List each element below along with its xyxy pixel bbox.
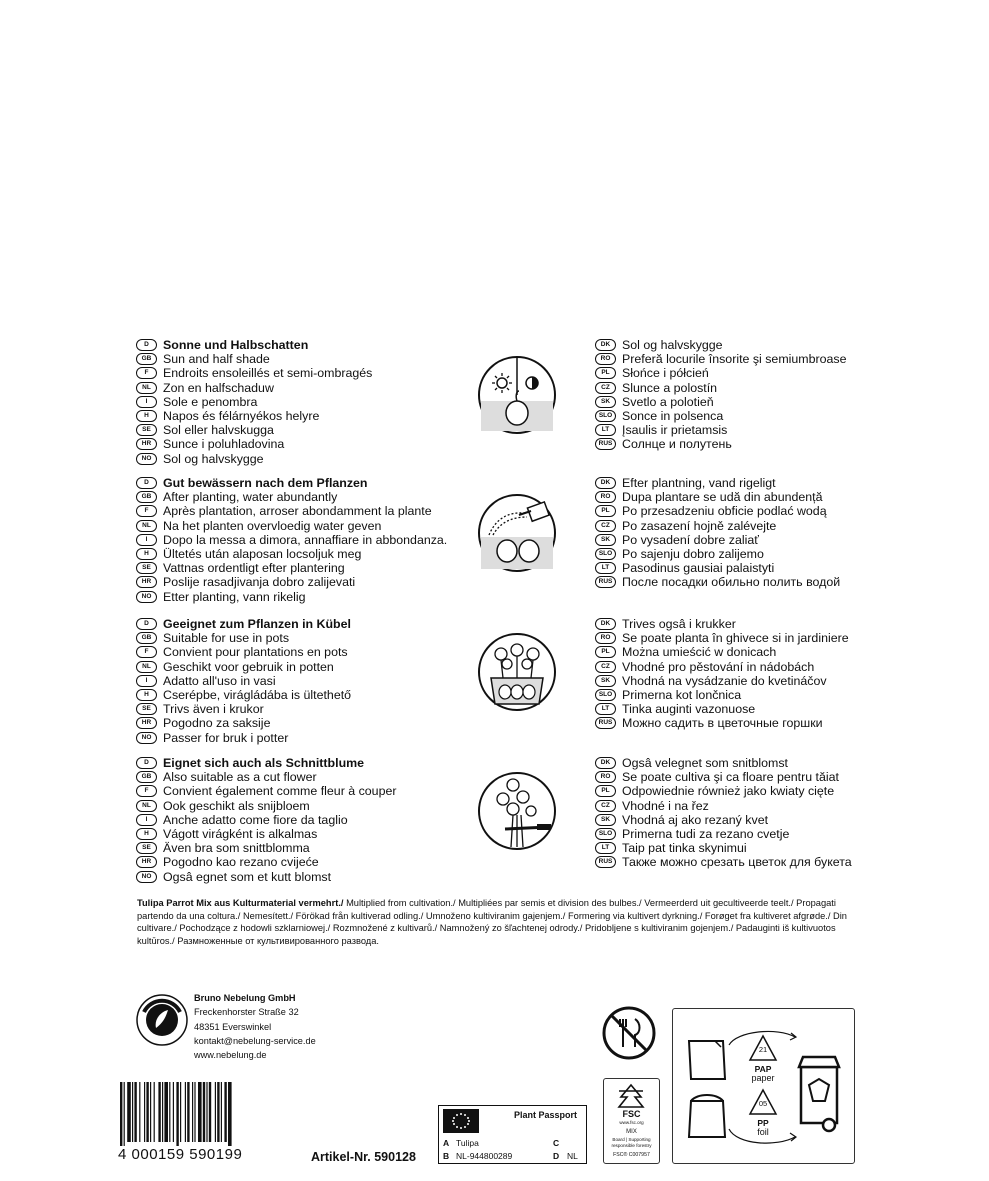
lang-row [595,688,741,702]
lang-row [136,841,310,855]
company-address [194,991,316,1062]
lang-row [136,799,310,813]
lang-row [595,533,759,547]
lang-code-badge: LT [595,703,616,715]
lang-row [595,716,823,730]
lang-code-badge: LT [595,842,616,854]
lang-row [136,437,284,451]
lang-code-badge: DK [595,477,616,489]
lang-row-text: Geschikt voor gebruik in potten [163,659,334,674]
barcode [118,1082,293,1146]
lang-row-text: Vhodné pro pěstování in nádobách [622,659,815,674]
lang-row-text: Zon en halfschaduw [163,380,274,395]
lang-row-text: Можно садить в цветочные горшки [622,716,823,731]
lang-code-badge: CZ [595,800,616,812]
lang-row [136,827,317,841]
barcode-bar [120,1082,122,1146]
lang-row-text: Sonne und Halbschatten [163,338,309,353]
lang-code-badge: F [136,505,157,517]
lang-code-badge: HR [136,438,157,450]
lang-row [595,547,764,561]
lang-row-text: Svetlo a polotieň [622,394,714,409]
lang-row [136,504,432,518]
lang-row [136,561,345,575]
lang-row-text: Na het planten overvloedig water geven [163,518,382,533]
lang-code-badge: PL [595,646,616,658]
lang-row-text: Vhodné i na řez [622,798,709,813]
lang-code-badge: GB [136,353,157,365]
barcode-bar [203,1082,205,1142]
pp-word: foil [757,1127,769,1137]
lang-row-text: Adatto all'uso in vasi [163,673,276,688]
lang-row [595,490,822,504]
lang-row-text: Pasodinus gausiai palaistyti [622,561,775,576]
lang-row-text: Można umieścić w donicach [622,645,777,660]
lang-row [136,519,381,533]
lang-row-text: Słońce i półcień [622,366,709,381]
lang-code-badge: NO [136,732,157,744]
lang-code-badge: DK [595,339,616,351]
lang-row-text: Also suitable as a cut flower [163,770,317,785]
lang-code-badge: H [136,410,157,422]
lang-code-badge: DK [595,757,616,769]
lang-code-badge: SE [136,562,157,574]
lang-row-text: Vhodná aj ako rezaný kvet [622,812,769,827]
fsc-tree-icon [615,1083,647,1109]
lang-row-text: Po vysadení dobre zaliať [622,532,759,547]
lang-row [595,841,747,855]
lang-row-text: Po zasazení hojně zalévejte [622,518,777,533]
lang-code-badge: SLO [595,689,616,701]
lang-code-badge: RO [595,491,616,503]
lang-row-text: Trivs även i krukor [163,702,264,717]
lang-row-text: Cserépbe, virágládába is ültethető [163,688,352,703]
pap-code: PAP [754,1064,772,1074]
lang-row-text: Vágott virágként is alkalmas [163,827,318,842]
lang-row-text: Pogodno kao rezano cvijeće [163,855,319,870]
lang-row [595,423,727,437]
cut-flower-icon [477,771,557,851]
lang-row [136,395,257,409]
lang-code-badge: D [136,477,157,489]
lang-row [136,476,368,490]
lang-code-badge: GB [136,491,157,503]
lang-row [136,575,355,589]
lang-code-badge: SK [595,396,616,408]
lang-code-badge: NO [136,453,157,465]
not-food-icon [601,1005,657,1061]
lang-code-badge: NO [136,591,157,603]
arrows-icon [727,1021,801,1151]
recycle-bin-icon [795,1049,843,1133]
lang-code-badge: DK [595,618,616,630]
lang-code-badge: RO [595,632,616,644]
barcode-bar [180,1082,181,1142]
pp-b-value: NL-944800289 [456,1151,513,1161]
lang-row-text: Convient pour plantations en pots [163,645,348,660]
lang-row [136,770,317,784]
sustainable-supplier-seal-icon [136,994,188,1046]
barcode-bar [146,1082,148,1142]
pp-number: 05 [758,1099,768,1108]
lang-code-badge: LT [595,562,616,574]
lang-row [595,813,768,827]
lang-row [595,617,736,631]
lang-row-text: Trives ogsâ i krukker [622,617,736,632]
lang-row [136,813,348,827]
barcode-bar [124,1082,125,1146]
lang-code-badge: RUS [595,717,616,729]
lang-row [136,452,264,466]
lang-code-badge: RUS [595,856,616,868]
lang-row [595,437,732,451]
lang-row [136,784,396,798]
lang-row [595,352,847,366]
lang-row-text: Pogodno za saksije [163,716,271,731]
plant-passport-title: Plant Passport [514,1110,578,1120]
lang-code-badge: SE [136,703,157,715]
lang-code-badge: PL [595,505,616,517]
pp-a-value: Tulipa [456,1138,479,1148]
fsc-mix: MIX [626,1129,637,1135]
barcode-bar [144,1082,145,1142]
lang-code-badge: SLO [595,410,616,422]
lang-row-text: Ook geschikt als snijbloem [163,798,310,813]
cultivation-note [137,897,855,948]
lang-row-text: Etter planting, vann rikelig [163,589,306,604]
lang-code-badge: D [136,339,157,351]
barcode-bar [185,1082,186,1142]
barcode-bar [164,1082,168,1142]
plant-passport [438,1105,587,1164]
lang-row-text: Geeignet zum Pflanzen in Kübel [163,617,351,632]
lang-row-text: Après plantation, arroser abondamment la plante [163,504,432,519]
lang-row-text: Primerna kot lončnica [622,688,742,703]
lang-code-badge: NL [136,382,157,394]
lang-code-badge: D [136,757,157,769]
lang-row-text: Sun and half shade [163,352,270,367]
lang-row [595,519,776,533]
barcode-bar [187,1082,189,1142]
barcode-bar [206,1082,207,1142]
lang-row-text: Sol og halvskygge [622,338,723,353]
lang-row [595,784,834,798]
lang-row-text: Gut bewässern nach dem Pflanzen [163,476,368,491]
lang-code-badge: RUS [595,438,616,450]
lang-row [136,533,447,547]
lang-row-text: Taip pat tinka skynimui [622,841,747,856]
barcode-bar [139,1082,140,1142]
barcode-bar [154,1082,155,1142]
lang-row [595,366,709,380]
lang-row [136,688,351,702]
lang-row-text: Также можно срезать цветок для букета [622,855,852,870]
lang-row [136,660,334,674]
lang-row [595,631,849,645]
lang-row-text: Anche adatto come fiore da taglio [163,812,348,827]
lang-row [136,756,364,770]
barcode-digits: 4 000159 590199 [118,1146,243,1163]
pap-word: paper [751,1073,775,1083]
foil-bag-icon [685,1091,729,1141]
lang-code-badge: SK [595,534,616,546]
lang-row [136,366,372,380]
lang-code-badge: SK [595,814,616,826]
lang-row-text: Napos és félárnyékos helyre [163,409,320,424]
lang-row [595,409,723,423]
lang-row [136,423,274,437]
fsc-sub: Board | Supporting responsible forestry [611,1137,652,1148]
lang-row-text: Eignet sich auch als Schnittblume [163,756,365,771]
lang-row-text: Convient également comme fleur à couper [163,784,397,799]
lang-row [136,381,274,395]
lang-row [136,870,331,884]
lang-code-badge: CZ [595,661,616,673]
company-street: Freckenhorster Straße 32 [194,1007,299,1018]
lang-row-text: Солнце и полутень [622,437,732,452]
barcode-bar [176,1082,178,1146]
lang-code-badge: I [136,814,157,826]
lang-code-badge: F [136,646,157,658]
lang-row [136,547,361,561]
lang-code-badge: I [136,396,157,408]
lang-row [595,799,709,813]
pp-c-label: C [553,1138,560,1148]
lang-row-text: Sonce in polsenca [622,409,724,424]
fsc-site: www.fsc.org [619,1120,644,1125]
lang-code-badge: SLO [595,548,616,560]
lang-row-text: Primerna tudi za rezano cvetje [622,827,790,842]
company-city: 48351 Everswinkel [194,1021,272,1032]
lang-row-text: После посадки обильно полить водой [622,575,841,590]
lang-code-badge: CZ [595,520,616,532]
lang-code-badge: H [136,828,157,840]
paper-sheet-icon [687,1037,727,1083]
lang-row-text: Vattnas ordentligt efter plantering [163,561,345,576]
lang-code-badge: CZ [595,382,616,394]
barcode-bar [127,1082,131,1142]
lang-row [595,770,839,784]
lang-code-badge: NL [136,520,157,532]
fsc-title: FSC [622,1109,641,1119]
pp-code: PP [757,1118,769,1128]
pp-d-value: NL [567,1151,578,1161]
lang-row [595,338,723,352]
lang-code-badge: HR [136,717,157,729]
company-email[interactable]: kontakt@nebelung-service.de [194,1035,316,1046]
lang-row [595,381,717,395]
lang-row [595,504,827,518]
barcode-bar [209,1082,211,1142]
lang-code-badge: RO [595,771,616,783]
lang-code-badge: SE [136,842,157,854]
lang-code-badge: PL [595,367,616,379]
lang-row-text: Preferă locurile însorite şi semiumbroase [622,352,847,367]
lang-row-text: Odpowiednie również jako kwiaty cięte [622,784,835,799]
lang-code-badge: SE [136,424,157,436]
lang-row-text: Dupa plantare se udă din abundență [622,490,823,505]
lang-row [136,590,306,604]
lang-row-text: Även bra som snittblomma [163,841,310,856]
lang-code-badge: HR [136,576,157,588]
lang-row [595,674,827,688]
lang-row-text: Passer for bruk i potter [163,730,289,745]
lang-row-text: Dopo la messa a dimora, annaffiare in abbondanza. [163,532,448,547]
barcode-bar [162,1082,163,1142]
lang-row-text: Po przesadzeniu obficie podlać wodą [622,504,827,519]
lang-row [595,575,840,589]
lang-code-badge: F [136,367,157,379]
lang-row [136,645,348,659]
lang-code-badge: HR [136,856,157,868]
lang-row [136,716,270,730]
pp-b-label: B [443,1151,450,1161]
lang-code-badge: GB [136,771,157,783]
lang-code-badge: NL [136,800,157,812]
lang-row [595,395,714,409]
lang-row [595,645,776,659]
lang-row-text: Slunce a polostín [622,380,718,395]
eu-flag-icon [443,1109,479,1133]
lang-row [136,352,270,366]
lang-row-text: Poslije rasadjivanja dobro zalijevati [163,575,356,590]
lang-row-text: Ültetés után alaposan locsoljuk meg [163,547,362,562]
lang-row [136,490,337,504]
lang-code-badge: I [136,534,157,546]
lang-row-text: Sole e penombra [163,394,258,409]
lang-row [595,756,788,770]
lang-code-badge: D [136,618,157,630]
lang-row [595,827,789,841]
barcode-bar [198,1082,202,1142]
lang-row [595,660,814,674]
lang-row-text: Sol og halvskygge [163,451,264,466]
fsc-code: FSC® C007957 [613,1152,650,1158]
lang-row-text: Sol eller halvskugga [163,423,274,438]
barcode-bar [215,1082,216,1142]
lang-row [136,702,264,716]
watering-can-icon [477,493,557,573]
lang-row-text: Efter plantning, vand rigeligt [622,476,776,491]
lang-code-badge: RO [595,353,616,365]
lang-code-badge: LT [595,424,616,436]
barcode-bar [194,1082,195,1142]
recycling-info [672,1008,855,1164]
barcode-bar [173,1082,174,1142]
barcode-bar [217,1082,219,1142]
lang-row [595,476,776,490]
lang-code-badge: NO [136,871,157,883]
flower-pot-icon [477,632,557,712]
barcode-bar [221,1082,222,1142]
lang-row [136,617,351,631]
pp-d-label: D [553,1151,560,1161]
barcode-bar [134,1082,136,1142]
lang-row [136,674,276,688]
lang-row [136,409,319,423]
pap-number: 21 [758,1045,768,1054]
cultivation-note-text: Multiplied from cultivation./ Multipliées par semis et division des bulbes./ Vermeerderd uit gecultiveerde teelt./ Propagati partendo da una coltura./ Nemesített./ Förökad från kultiverad odling./ Umnoženo kultiviranim gajenjem./ Formering via kultivert dyrkning./ Forøget fra kultiveret afgrøde./ Din cultivare./ Pochodzące z hodowli szklarniowej./ Rozmnožené z kultivarů./ Namnožený zo šľachtenej odrody./ Pridobljene s kultiviranim gojenjem./ Padauginti iš kultivuotos kultūros./ Размноженные от культивированного развода. [137,898,847,947]
lang-row-text: After planting, water abundantly [163,490,338,505]
company-name: Bruno Nebelung GmbH [194,993,296,1003]
lang-row-text: Se poate planta în ghivece si in jardiniere [622,631,849,646]
lang-code-badge: PL [595,785,616,797]
pp-a-label: A [443,1138,450,1148]
barcode-bar [224,1082,226,1142]
lang-row [595,561,774,575]
barcode-bar [132,1082,133,1142]
lang-code-badge: SLO [595,828,616,840]
barcode-bar [158,1082,160,1142]
lang-code-badge: F [136,785,157,797]
fsc-label [603,1078,660,1164]
lang-row-text: Ogsâ velegnet som snitblomst [622,756,788,771]
cultivation-note-bold: Tulipa Parrot Mix aus Kulturmaterial vermehrt./ [137,898,344,908]
barcode-bar [228,1082,232,1146]
barcode-bar [169,1082,170,1142]
lang-row [136,631,289,645]
lang-row-text: Įsaulis ir prietamsis [622,423,728,438]
sun-half-shade-icon [477,355,557,435]
lang-code-badge: H [136,548,157,560]
lang-row-text: Vhodná na vysádzanie do kvetináčov [622,673,827,688]
lang-row-text: Endroits ensoleillés et semi-ombragés [163,366,373,381]
lang-row [595,702,755,716]
lang-row-text: Tinka auginti vazonuose [622,702,756,717]
company-website[interactable]: www.nebelung.de [194,1050,267,1061]
barcode-bar [150,1082,151,1142]
lang-row-text: Ogsâ egnet som et kutt blomst [163,869,332,884]
lang-row [136,338,308,352]
lang-code-badge: I [136,675,157,687]
lang-row [136,855,319,869]
barcode-bar [192,1082,193,1142]
lang-code-badge: GB [136,632,157,644]
lang-row [595,855,852,869]
lang-code-badge: NL [136,661,157,673]
lang-row [136,731,288,745]
lang-code-badge: SK [595,675,616,687]
lang-code-badge: RUS [595,576,616,588]
lang-row-text: Suitable for use in pots [163,631,290,646]
article-number: Artikel-Nr. 590128 [311,1150,416,1164]
lang-row-text: Po sajenju dobro zalijemo [622,547,764,562]
lang-row-text: Sunce i poluhladovina [163,437,285,452]
lang-row-text: Se poate cultiva şi ca floare pentru tăiat [622,770,839,785]
lang-code-badge: H [136,689,157,701]
